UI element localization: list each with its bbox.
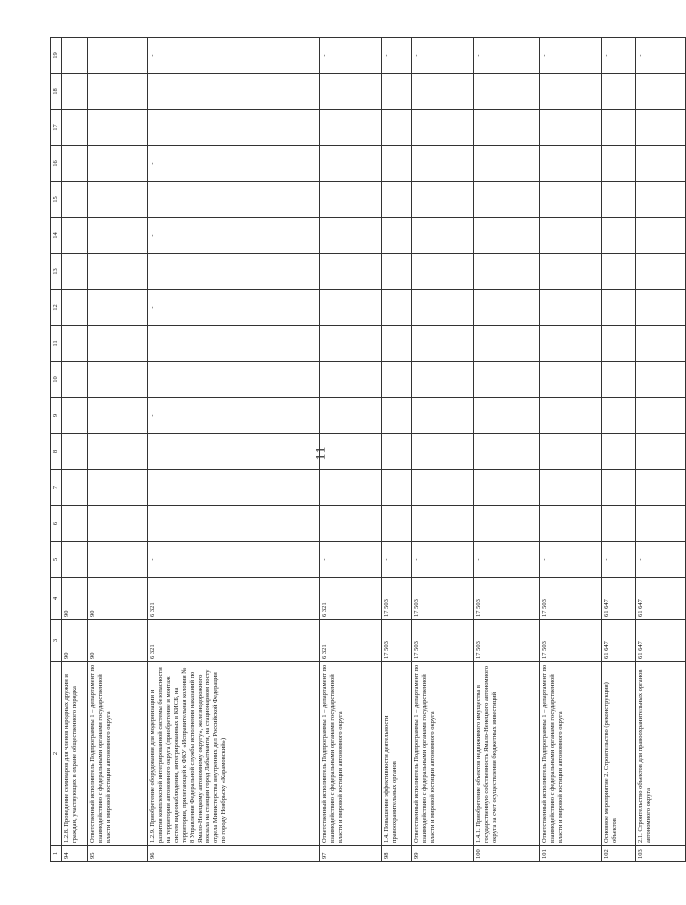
table-row [62,38,88,862]
value-col-18 [382,74,412,110]
value-col-10 [382,362,412,398]
row-number: 99 [412,846,474,862]
value-col-4: 17 503 [382,578,412,620]
value-col-15 [412,182,474,218]
value-col-10 [474,362,540,398]
value-col-19: - [412,38,474,74]
value-col-9 [412,398,474,434]
value-col-13 [62,254,88,290]
value-col-14 [88,218,148,254]
value-col-11 [88,326,148,362]
value-col-8 [540,434,602,470]
row-number: 96 [148,846,320,862]
column-header-7: 7 [51,470,62,506]
value-col-12 [62,290,88,326]
value-col-13 [148,254,320,290]
value-col-17 [602,110,636,146]
value-col-8 [148,434,320,470]
value-col-4: 61 647 [602,578,636,620]
value-col-5: - [412,542,474,578]
table-row [636,38,686,862]
value-col-6 [474,506,540,542]
value-col-17 [382,110,412,146]
value-col-18 [540,74,602,110]
value-col-9: - [148,398,320,434]
value-col-4: 90 [62,578,88,620]
value-col-17 [320,110,382,146]
value-col-19 [62,38,88,74]
value-col-18 [62,74,88,110]
value-col-6 [412,506,474,542]
value-col-15 [602,182,636,218]
column-header-10: 10 [51,362,62,398]
value-col-17 [474,110,540,146]
value-col-15 [62,182,88,218]
row-name: Ответственный исполнитель Подпрограммы 1 – департамент по взаимодействию с федеральными органами государственной власти и мировой юстиции автономного округа [412,662,474,846]
column-header-14: 14 [51,218,62,254]
value-col-19: - [320,38,382,74]
value-col-7 [636,470,686,506]
value-col-6 [382,506,412,542]
column-header-3: 3 [51,620,62,662]
value-col-12 [602,290,636,326]
row-number: 101 [540,846,602,862]
value-col-11 [412,326,474,362]
value-col-14 [602,218,636,254]
value-col-8 [382,434,412,470]
row-name: 2.1. Строительство объектов для правоохранительных органов автономного округа [636,662,686,846]
value-col-9 [602,398,636,434]
value-col-14 [636,218,686,254]
value-col-18 [474,74,540,110]
value-col-14: - [148,218,320,254]
value-col-18 [636,74,686,110]
value-col-7 [602,470,636,506]
value-col-18 [88,74,148,110]
value-col-16 [412,146,474,182]
value-col-16 [602,146,636,182]
value-col-19: - [636,38,686,74]
value-col-14 [540,218,602,254]
value-col-4: 17 503 [540,578,602,620]
value-col-19: - [540,38,602,74]
value-col-13 [320,254,382,290]
column-header-18: 18 [51,74,62,110]
row-name: Основное мероприятие 2. Строительство (реконструкция) объектов [602,662,636,846]
table-row [602,38,636,862]
value-col-10 [540,362,602,398]
table-row [382,38,412,862]
value-col-11 [602,326,636,362]
value-col-9 [636,398,686,434]
value-col-16 [62,146,88,182]
value-col-3: 90 [62,620,88,662]
row-name: 1.2.9. Приобретение оборудования для модернизации и развития комплексной интегрированной системы безопасности на территории автономного округа (приобретение и монтаж систем видеонаблюдения, интегрированных в КИСБ, на территории, прилегающей к ФКУ «Исправительная колония № 8 Управления Федеральной службы исполнения наказаний по Ямало-Ненецкому автономному округу», железнодорожного вокзала на станции город Лабытнанги, на стационарном посту отдела Министерства внутренних дел Российской Федерации по городу Ноябрьску «Карамовский») [148,662,320,846]
column-header-5: 5 [51,542,62,578]
value-col-11 [474,326,540,362]
value-col-9 [540,398,602,434]
value-col-18 [320,74,382,110]
value-col-3: 61 647 [636,620,686,662]
value-col-6 [636,506,686,542]
value-col-16: - [148,146,320,182]
page-number: 11 [312,445,327,461]
value-col-3: 6 321 [320,620,382,662]
value-col-19: - [382,38,412,74]
value-col-10 [636,362,686,398]
value-col-16 [474,146,540,182]
table-row [148,38,320,862]
value-col-8 [474,434,540,470]
row-number: 95 [88,846,148,862]
column-header-16: 16 [51,146,62,182]
value-col-7 [540,470,602,506]
value-col-10 [62,362,88,398]
value-col-10 [88,362,148,398]
value-col-12 [320,290,382,326]
value-col-7 [62,470,88,506]
value-col-11 [320,326,382,362]
value-col-8 [636,434,686,470]
value-col-12 [474,290,540,326]
value-col-8 [602,434,636,470]
row-number: 100 [474,846,540,862]
value-col-14 [320,218,382,254]
value-col-5: - [148,542,320,578]
value-col-6 [602,506,636,542]
table-row [412,38,474,862]
value-col-12 [636,290,686,326]
value-col-11 [540,326,602,362]
row-number: 102 [602,846,636,862]
value-col-17 [88,110,148,146]
value-col-11 [148,326,320,362]
value-col-14 [382,218,412,254]
value-col-5: - [602,542,636,578]
value-col-19 [88,38,148,74]
budget-table [50,37,686,862]
value-col-16 [88,146,148,182]
value-col-12 [88,290,148,326]
value-col-14 [474,218,540,254]
value-col-15 [540,182,602,218]
value-col-4: 6 321 [320,578,382,620]
value-col-9 [320,398,382,434]
value-col-13 [636,254,686,290]
table-row [88,38,148,862]
table-row [474,38,540,862]
value-col-10 [412,362,474,398]
row-number: 97 [320,846,382,862]
value-col-8 [62,434,88,470]
value-col-5: - [320,542,382,578]
table-row [320,38,382,862]
value-col-12 [382,290,412,326]
value-col-15 [88,182,148,218]
value-col-11 [62,326,88,362]
value-col-7 [474,470,540,506]
value-col-18 [148,74,320,110]
value-col-9 [382,398,412,434]
column-header-9: 9 [51,398,62,434]
value-col-7 [88,470,148,506]
value-col-5: - [636,542,686,578]
value-col-3: 17 503 [412,620,474,662]
value-col-3: 17 503 [474,620,540,662]
value-col-10 [320,362,382,398]
value-col-5: - [540,542,602,578]
value-col-9 [62,398,88,434]
value-col-10 [602,362,636,398]
value-col-16 [540,146,602,182]
value-col-6 [62,506,88,542]
value-col-16 [636,146,686,182]
column-header-4: 4 [51,578,62,620]
value-col-4: 61 647 [636,578,686,620]
column-header-1: 1 [51,846,62,862]
value-col-18 [412,74,474,110]
column-header-19: 19 [51,38,62,74]
column-header-17: 17 [51,110,62,146]
value-col-11 [636,326,686,362]
value-col-19: - [474,38,540,74]
value-col-19: - [148,38,320,74]
row-name: 1.2.8. Проведение семинаров для членов народных дружин и граждан, участвующих в охране общественного порядка [62,662,88,846]
row-name: Ответственный исполнитель Подпрограммы 1 – департамент по взаимодействию с федеральными органами государственной власти и мировой юстиции автономного округа [540,662,602,846]
value-col-13 [540,254,602,290]
column-header-15: 15 [51,182,62,218]
value-col-8 [88,434,148,470]
row-name: 1.4.1. Приобретение объектов недвижимого имущества в государственную собственность Ямало-Ненецкого автономного округа за счет осуществления бюджетных инвестиций [474,662,540,846]
value-col-15 [148,182,320,218]
value-col-4: 17 503 [474,578,540,620]
column-header-11: 11 [51,326,62,362]
value-col-8 [412,434,474,470]
value-col-17 [148,110,320,146]
value-col-13 [474,254,540,290]
value-col-15 [320,182,382,218]
value-col-7 [382,470,412,506]
value-col-3: 61 647 [602,620,636,662]
value-col-19: - [602,38,636,74]
column-header-13: 13 [51,254,62,290]
value-col-4: 90 [88,578,148,620]
value-col-7 [412,470,474,506]
value-col-4: 17 503 [412,578,474,620]
value-col-17 [636,110,686,146]
row-name: Ответственный исполнитель Подпрограммы 1 – департамент по взаимодействию с федеральными органами государственной власти и мировой юстиции автономного округа [320,662,382,846]
value-col-5: - [382,542,412,578]
value-col-12: - [148,290,320,326]
value-col-5: - [474,542,540,578]
value-col-5 [88,542,148,578]
value-col-6 [88,506,148,542]
row-name: 1.4. Повышение эффективности деятельности правоохранительных органов [382,662,412,846]
value-col-11 [382,326,412,362]
row-number: 98 [382,846,412,862]
column-header-8: 8 [51,434,62,470]
value-col-10 [148,362,320,398]
value-col-16 [320,146,382,182]
value-col-9 [474,398,540,434]
value-col-3: 17 503 [382,620,412,662]
value-col-14 [412,218,474,254]
header-row [51,38,62,862]
value-col-7 [320,470,382,506]
value-col-3: 17 503 [540,620,602,662]
value-col-9 [88,398,148,434]
column-header-6: 6 [51,506,62,542]
value-col-17 [412,110,474,146]
value-col-15 [636,182,686,218]
row-number: 103 [636,846,686,862]
rotated-table-wrapper [50,42,652,862]
value-col-6 [148,506,320,542]
value-col-6 [320,506,382,542]
value-col-15 [474,182,540,218]
table-row [540,38,602,862]
value-col-3: 6 321 [148,620,320,662]
row-number: 94 [62,846,88,862]
value-col-17 [62,110,88,146]
value-col-3: 90 [88,620,148,662]
column-header-2: 2 [51,662,62,846]
value-col-13 [88,254,148,290]
value-col-4: 6 321 [148,578,320,620]
value-col-14 [62,218,88,254]
value-col-13 [602,254,636,290]
row-name: Ответственный исполнитель Подпрограммы 1 – департамент по взаимодействию с федеральными органами государственной власти и мировой юстиции автономного округа [88,662,148,846]
value-col-12 [540,290,602,326]
value-col-6 [540,506,602,542]
value-col-12 [412,290,474,326]
value-col-16 [382,146,412,182]
value-col-13 [412,254,474,290]
value-col-18 [602,74,636,110]
value-col-7 [148,470,320,506]
column-header-12: 12 [51,290,62,326]
value-col-13 [382,254,412,290]
value-col-8 [320,434,382,470]
value-col-15 [382,182,412,218]
value-col-17 [540,110,602,146]
value-col-5 [62,542,88,578]
